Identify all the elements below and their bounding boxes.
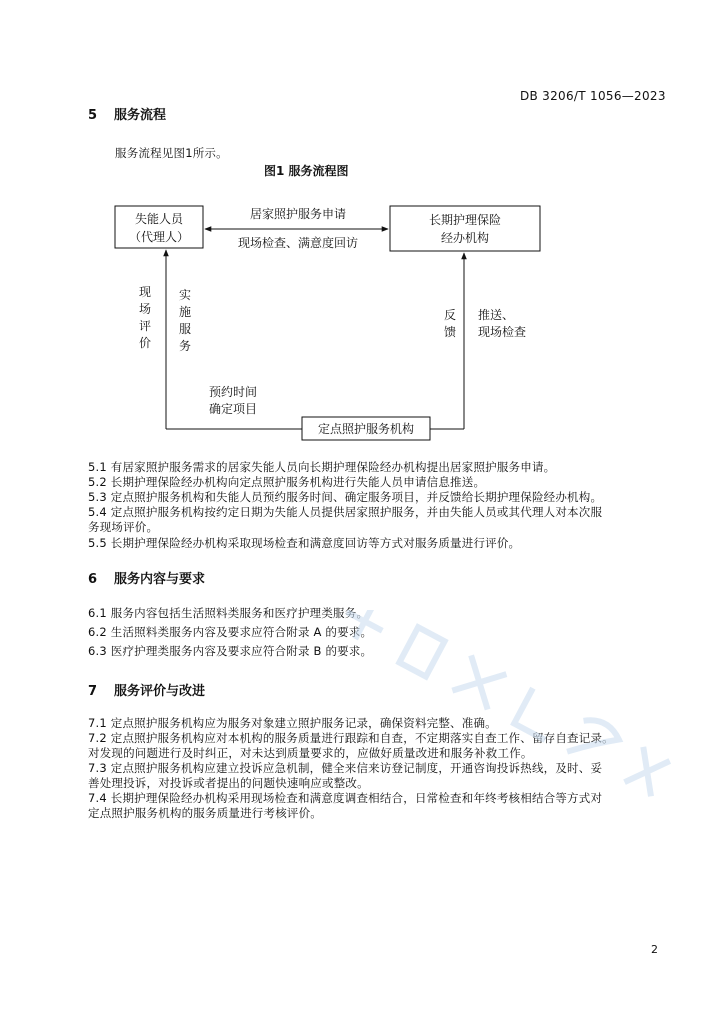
section-7-heading [88, 680, 205, 699]
clause-5-3: 5.3 定点照护服务机构和失能人员预约服务时间、确定服务项目，并反馈给长期护理保险经办机构。 [88, 490, 603, 504]
bottom-label-line2: 确定项目 [209, 402, 258, 416]
box-b-line2: 经办机构 [440, 231, 490, 245]
section-6-heading [88, 568, 205, 587]
clause-6-2: 6.2 生活照料类服务内容及要求应符合附录 A 的要求。 [88, 625, 373, 639]
left-inner-char-2: 施 [178, 305, 192, 319]
right-inner-char-2: 馈 [443, 325, 457, 339]
right-outer-line1: 推送、 [478, 308, 515, 322]
clause-7-3: 7.3 定点照护服务机构应建立投诉应急机制，健全来信来访登记制度，开通咨询投诉热线，及时、妥 [88, 761, 603, 775]
left-inner-char-4: 务 [178, 339, 192, 353]
section-number: 7 [88, 684, 98, 699]
clause-7-2-cont: 对发现的问题进行及时纠正，对未达到质量要求的，应做好质量改进和服务补救工作。 [88, 746, 533, 760]
clause-7-3-cont: 善处理投诉，对投诉或者提出的问题快速响应或整改。 [88, 776, 369, 790]
clause-5-1: 5.1 有居家照护服务需求的居家失能人员向长期护理保险经办机构提出居家照护服务申请。 [88, 460, 556, 474]
box-a-line2: （代理人） [128, 230, 190, 244]
arrow-top-label: 居家照护服务申请 [249, 207, 347, 221]
clause-5-4: 5.4 定点照护服务机构按约定日期为失能人员提供居家照护服务，并由失能人员或其代理人对本次服 [88, 505, 603, 519]
section-title: 服务内容与要求 [114, 572, 206, 587]
clause-7-2: 7.2 定点照护服务机构应对本机构的服务质量进行跟踪和自查，不定期落实自查工作、留存自查记录。 [88, 731, 614, 745]
section-number: 6 [88, 572, 98, 587]
left-outer-char-3: 评 [138, 319, 152, 333]
clause-7-4: 7.4 长期护理保险经办机构采用现场检查和满意度调查相结合，日常检查和年终考核相结合等方式对 [88, 791, 603, 805]
box-b-line1: 长期护理保险 [428, 213, 502, 227]
right-outer-line2: 现场检查 [478, 325, 527, 339]
left-inner-char-1: 实 [178, 288, 192, 302]
left-outer-char-2: 场 [138, 302, 152, 316]
document-code: DB 3206/T 1056—2023 [520, 89, 666, 103]
page-number: 2 [651, 943, 658, 956]
section-title: 服务流程 [114, 108, 167, 123]
section-title: 服务评价与改进 [114, 684, 206, 699]
box-a-line1: 失能人员 [134, 212, 184, 226]
clause-7-4-cont: 定点照护服务机构的服务质量进行考核评价。 [88, 806, 322, 820]
bottom-label-line1: 预约时间 [209, 385, 258, 399]
right-inner-char-1: 反 [443, 308, 457, 322]
left-outer-char-1: 现 [138, 285, 152, 299]
figure-title: 图1 服务流程图 [264, 164, 349, 178]
clause-5-4-cont: 务现场评价。 [88, 520, 159, 534]
section-5-intro: 服务流程见图1所示。 [115, 146, 228, 160]
clause-5-5: 5.5 长期护理保险经办机构采取现场检查和满意度回访等方式对服务质量进行评价。 [88, 536, 521, 550]
clause-6-3: 6.3 医疗护理类服务内容及要求应符合附录 B 的要求。 [88, 644, 373, 658]
clause-7-1: 7.1 定点照护服务机构应为服务对象建立照护服务记录，确保资料完整、准确。 [88, 716, 497, 730]
left-inner-char-3: 服 [178, 322, 192, 336]
section-number: 5 [88, 108, 98, 123]
box-c-label: 定点照护服务机构 [317, 422, 415, 436]
left-outer-char-4: 价 [138, 336, 152, 350]
clause-6-1: 6.1 服务内容包括生活照料类服务和医疗护理类服务。 [88, 606, 369, 620]
arrow-back-label: 现场检查、满意度回访 [237, 236, 359, 250]
service-flow-diagram [0, 0, 724, 460]
clause-5-2: 5.2 长期护理保险经办机构向定点照护服务机构进行失能人员申请信息推送。 [88, 475, 486, 489]
